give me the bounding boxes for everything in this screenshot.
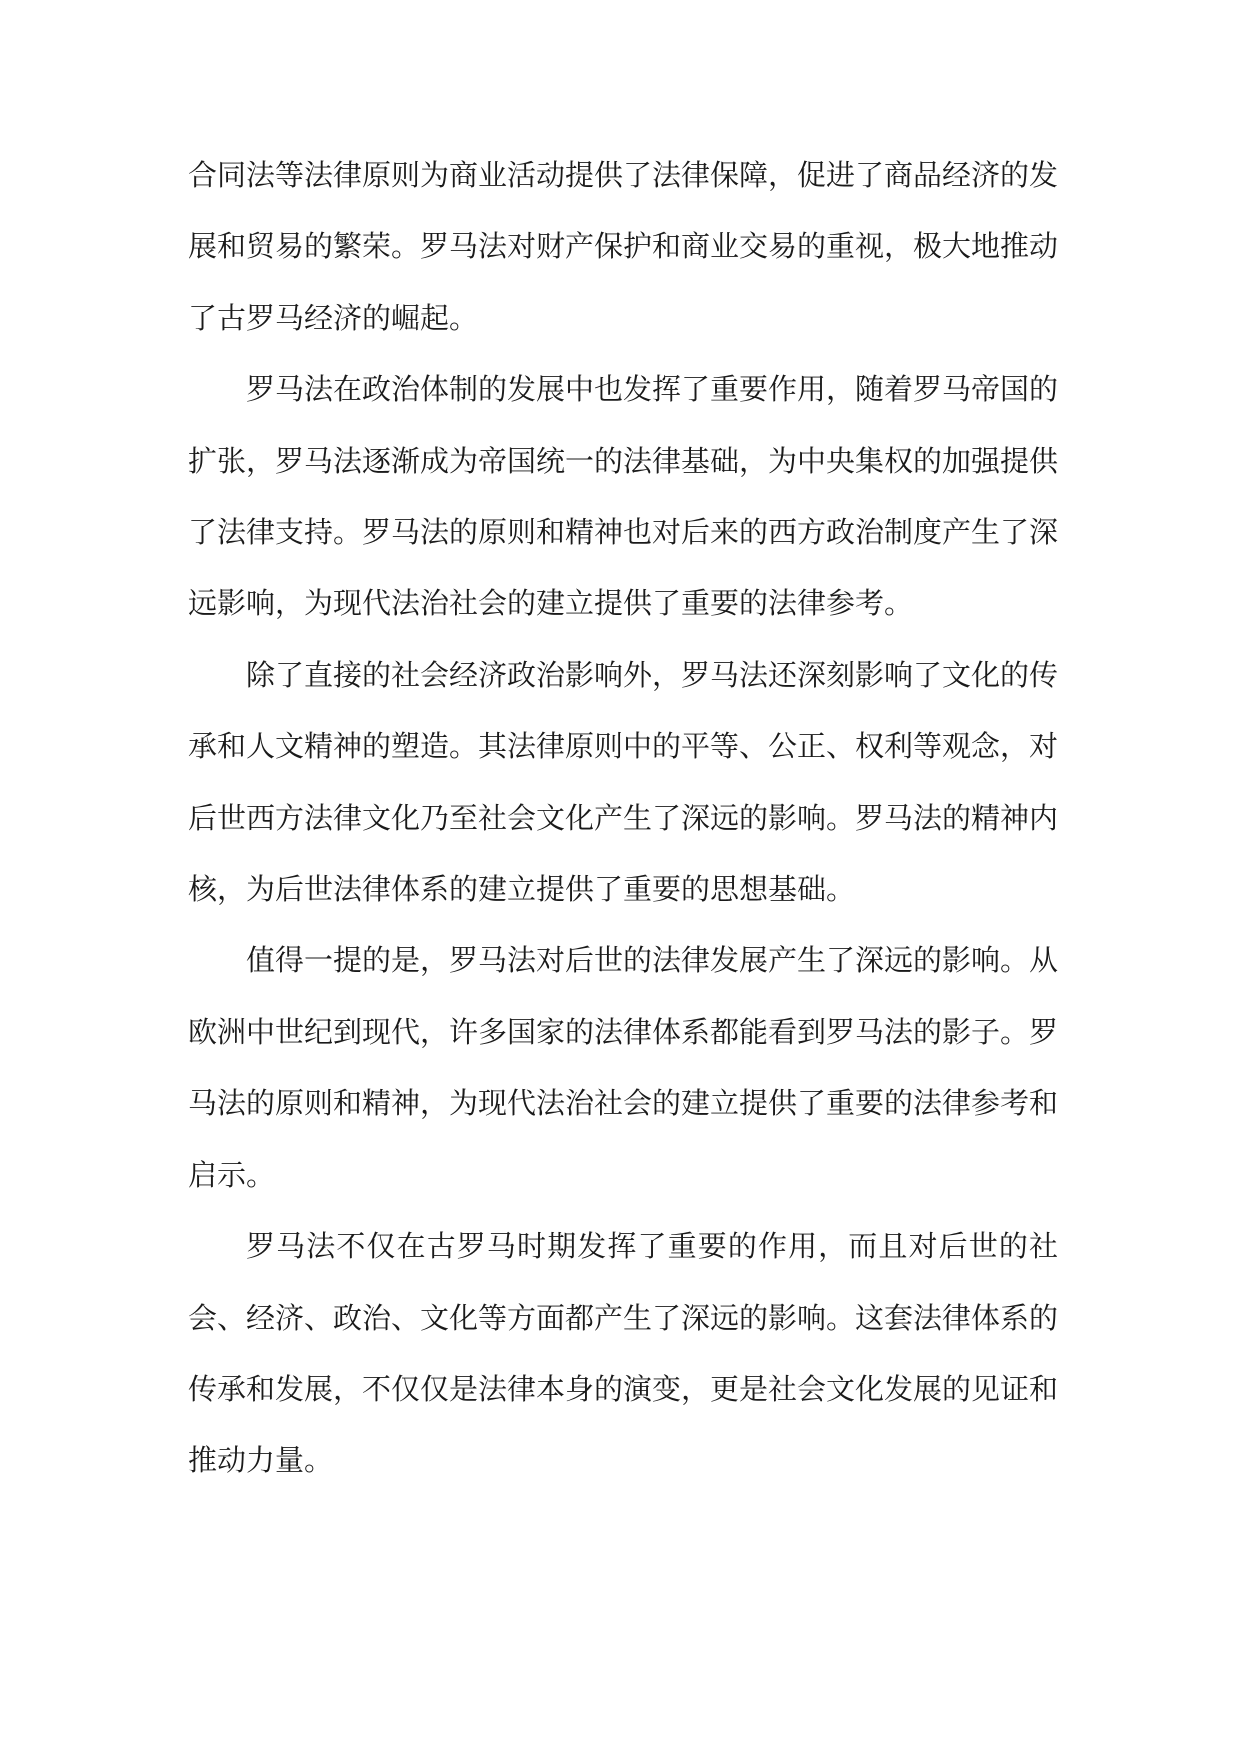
paragraph: 罗马法不仅在古罗马时期发挥了重要的作用，而且对后世的社会、经济、政治、文化等方面都产生了深远的影响。这套法律体系的传承和发展，不仅仅是法律本身的演变，更是社会文化发展的见证和推动力量。 [188,1229,1059,1478]
paragraph: 罗马法在政治体制的发展中也发挥了重要作用，随着罗马帝国的扩张，罗马法逐渐成为帝国统一的法律基础，为中央集权的加强提供了法律支持。罗马法的原则和精神也对后来的西方政治制度产生了深远影响，为现代法治社会的建立提供了重要的法律参考。 [188,372,1059,621]
paragraph-continued: 合同法等法律原则为商业活动提供了法律保障，促进了商品经济的发展和贸易的繁荣。罗马法对财产保护和商业交易的重视，极大地推动了古罗马经济的崛起。 [188,158,1059,335]
paragraph: 除了直接的社会经济政治影响外，罗马法还深刻影响了文化的传承和人文精神的塑造。其法律原则中的平等、公正、权利等观念，对后世西方法律文化乃至社会文化产生了深远的影响。罗马法的精神内核，为后世法律体系的建立提供了重要的思想基础。 [188,657,1059,907]
document-body [188,140,1058,1497]
paragraph: 值得一提的是，罗马法对后世的法律发展产生了深远的影响。从欧洲中世纪到现代，许多国家的法律体系都能看到罗马法的影子。罗马法的原则和精神，为现代法治社会的建立提供了重要的法律参考和启示。 [188,943,1059,1192]
